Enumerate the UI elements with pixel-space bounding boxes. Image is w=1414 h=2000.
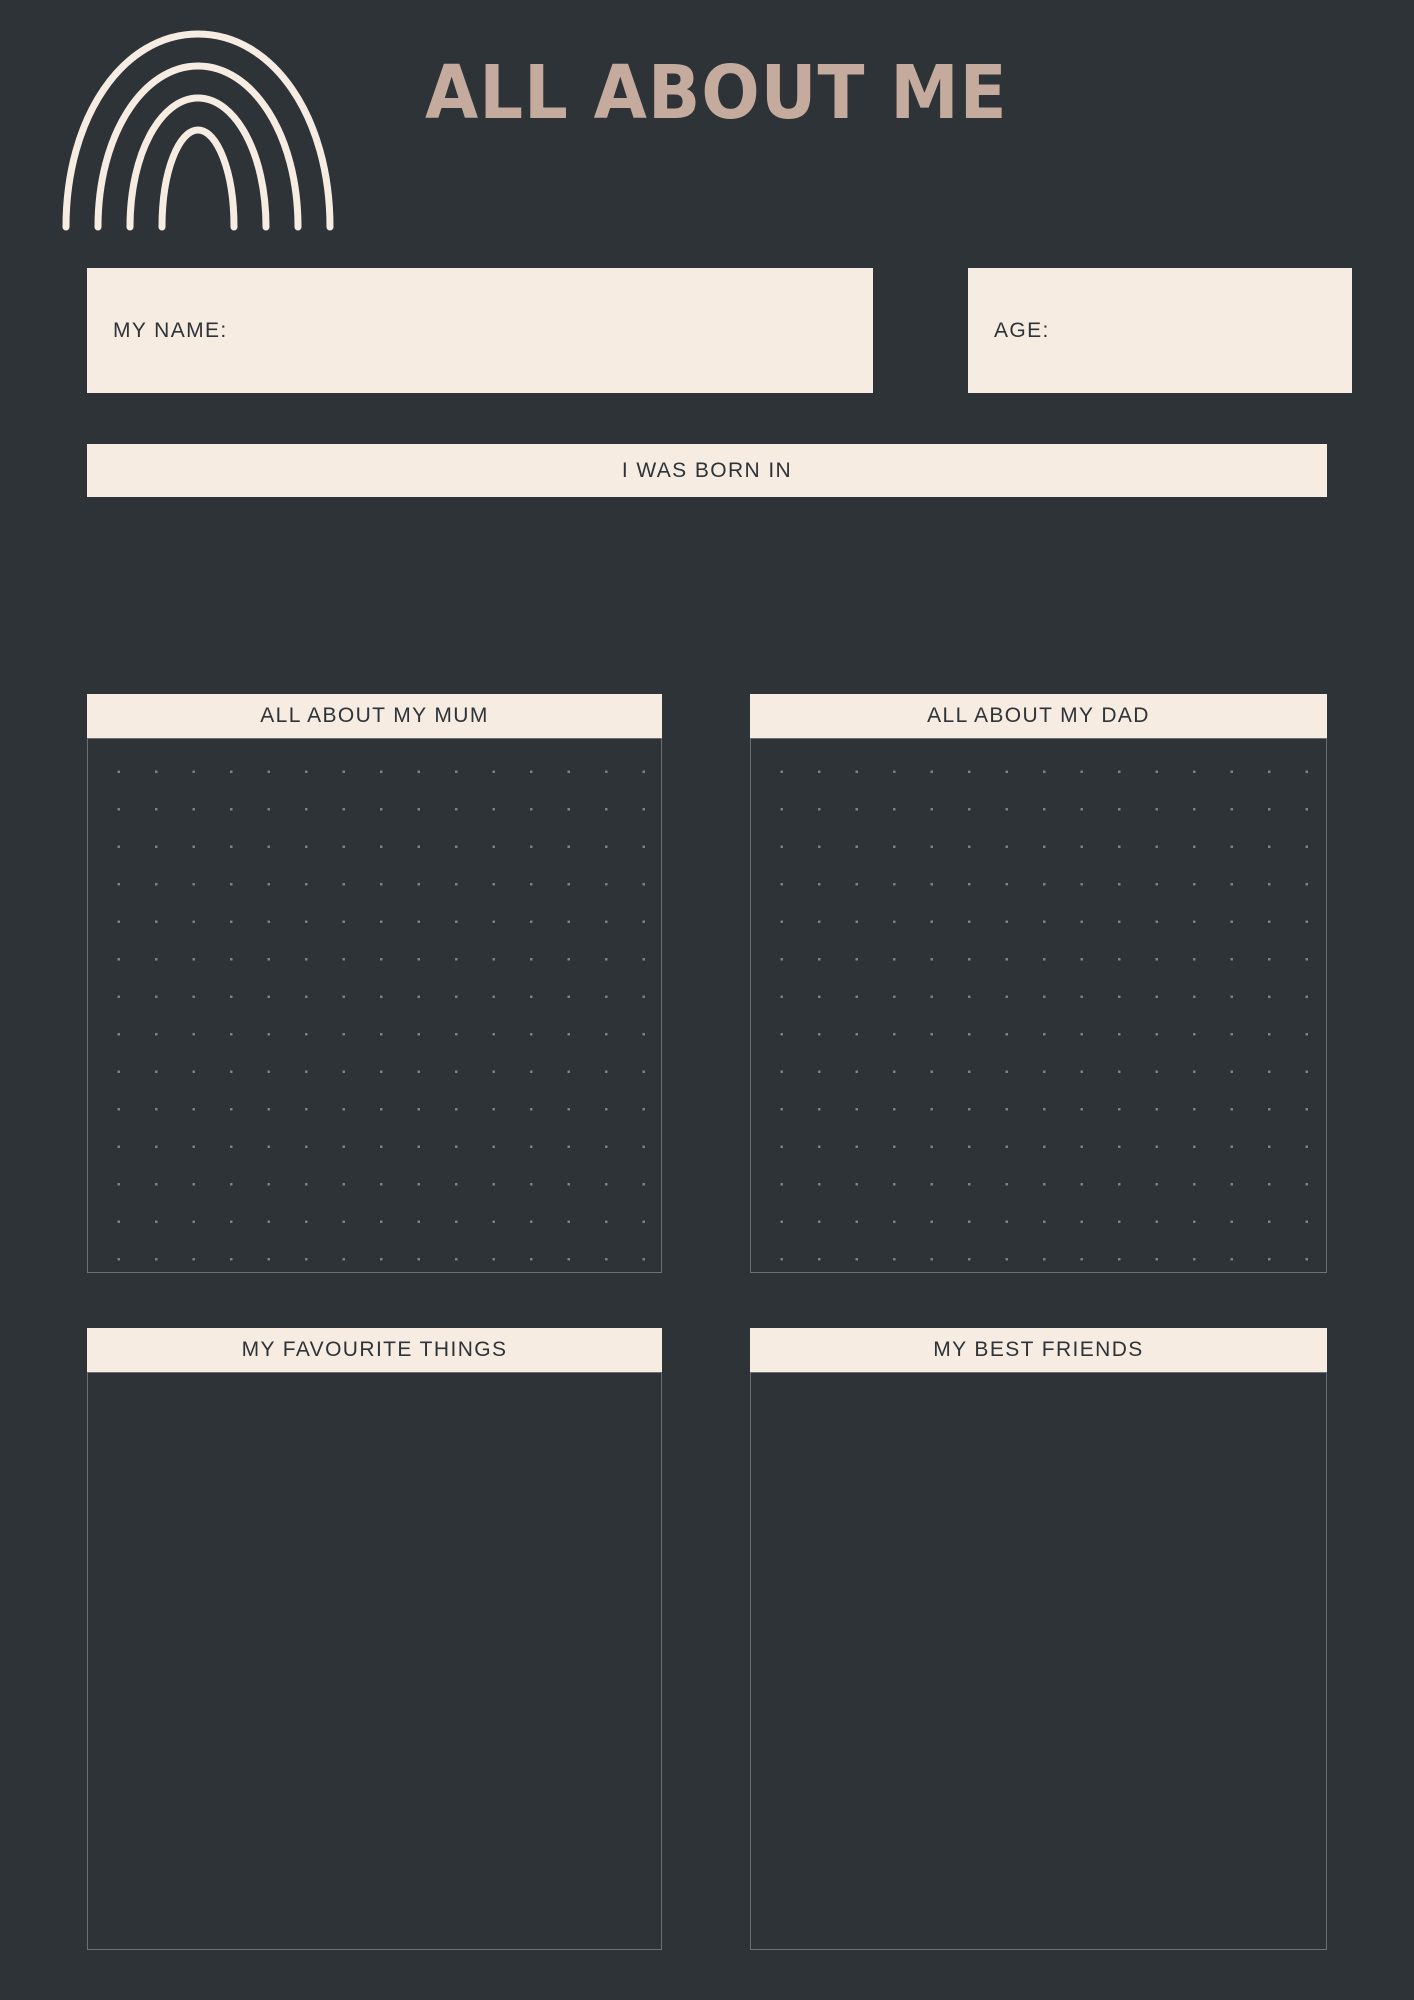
section-header-mum	[87, 694, 662, 738]
section-body-favourite-things[interactable]	[87, 1372, 662, 1950]
section-body-best-friends[interactable]	[750, 1372, 1327, 1950]
born-in-label: I WAS BORN IN	[621, 458, 793, 482]
page-title: ALL ABOUT ME	[425, 50, 1008, 136]
section-title-best-friends: MY BEST FRIENDS	[933, 1338, 1144, 1361]
page-header	[0, 0, 1414, 250]
age-field[interactable]	[968, 268, 1352, 393]
born-in-field[interactable]	[87, 444, 1327, 497]
section-header-dad	[750, 694, 1327, 738]
section-header-best-friends	[750, 1328, 1327, 1372]
age-label: AGE:	[994, 318, 1050, 342]
section-title-favourite-things: MY FAVOURITE THINGS	[241, 1338, 508, 1361]
section-header-favourite-things	[87, 1328, 662, 1372]
my-name-label: MY NAME:	[113, 318, 228, 342]
rainbow-icon	[58, 22, 338, 237]
section-body-mum[interactable]	[87, 738, 662, 1273]
section-title-dad: ALL ABOUT MY DAD	[927, 704, 1150, 727]
section-title-mum: ALL ABOUT MY MUM	[260, 704, 489, 727]
section-body-dad[interactable]	[750, 738, 1327, 1273]
my-name-field[interactable]	[87, 268, 873, 393]
